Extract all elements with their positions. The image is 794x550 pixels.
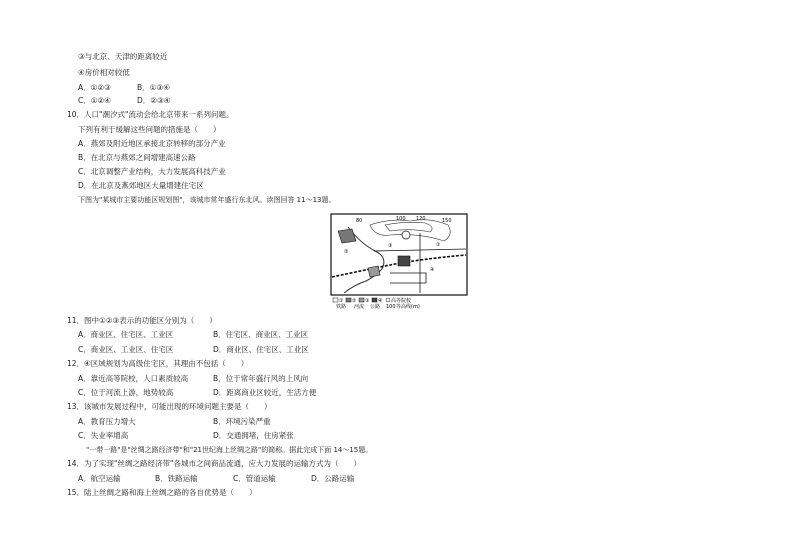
contour-label: 150 xyxy=(442,218,452,224)
q11-option-a: A．商业区、住宅区、工业区 xyxy=(78,330,174,339)
university-marker xyxy=(402,231,410,239)
q13-option-c: C．失业率增高 xyxy=(78,431,129,440)
legend-swatch xyxy=(372,298,377,302)
q13-stem: 13．该城市发展过程中，可能出现的环境问题主要是（ ） xyxy=(67,402,272,411)
legend-label: ② xyxy=(352,298,357,304)
q12-option-d: D．距离商业区较近，生活方便 xyxy=(213,388,317,397)
legend-swatch xyxy=(346,298,351,302)
map-intro: 下图为"某城市主要功能区规划图"，该城市常年盛行东北风。读图回答 11～13题。 xyxy=(78,196,336,204)
belt-intro: "一带一路"是"丝绸之路经济带"和"21世纪海上丝绸之路"的简称。据此完成下面 14～15题。 xyxy=(86,446,373,454)
q10-option-b: B．在北京与燕郊之间增建高速公路 xyxy=(78,153,196,162)
q12-option-b: B．位于常年盛行风的上风向 xyxy=(213,374,309,383)
q13-option-a: A．教育压力增大 xyxy=(78,417,136,426)
q11-option-b: B．住宅区、商业区、工业区 xyxy=(213,330,309,339)
option-3-text: ③与北京、天津的距离较近 xyxy=(78,52,168,61)
legend-label: 铁路 xyxy=(336,304,347,309)
legend-label: 河流 xyxy=(354,304,365,309)
q13-option-b: B．环境污染严重 xyxy=(213,417,271,426)
contour-label: 80 xyxy=(356,218,363,224)
q11-stem: 11．图中①②③表示的功能区分别为（ ） xyxy=(67,316,217,325)
legend-label: ① xyxy=(339,298,344,304)
q10-option-a: A．燕郊及附近地区承接北京转移的部分产业 xyxy=(78,139,226,148)
zone-2 xyxy=(368,266,380,277)
q15-stem: 15．陆上丝绸之路和海上丝绸之路的各自优势是（ ） xyxy=(67,488,257,497)
legend-university-icon xyxy=(386,298,390,302)
legend-label: ④ xyxy=(378,298,383,304)
q10-stem: 10．人口"潮汐式"流动会给北京带来一系列问题。 xyxy=(67,110,234,119)
choice-d: D．②③④ xyxy=(137,96,171,105)
contour-label: 120 xyxy=(416,216,426,222)
q14-option-a: A．航空运输 xyxy=(78,474,121,483)
q10-sub: 下列有利于缓解这些问题的措施是（ ） xyxy=(78,125,221,134)
legend-swatch xyxy=(359,298,364,302)
choice-c: C．①②④ xyxy=(78,96,111,105)
choice-a: A．①②③ xyxy=(78,83,111,92)
choice-b: B．①③④ xyxy=(137,83,170,92)
option-4-text: ④房价相对较低 xyxy=(78,68,130,77)
legend-label: 高等院校 xyxy=(391,298,412,304)
q10-option-c: C．北京调整产业结构，大力发展高科技产业 xyxy=(78,167,226,176)
q10-option-d: D．在北京及燕郊地区大量增建住宅区 xyxy=(78,181,204,190)
q11-option-d: D．商业区、住宅区、工业区 xyxy=(213,345,309,354)
q11-option-c: C．商业区、工业区、住宅区 xyxy=(78,345,174,354)
region-label: ④ xyxy=(430,267,435,273)
q12-stem: 12．④区域规划为高级住宅区，其理由不包括（ ） xyxy=(67,359,249,368)
region-label: ② xyxy=(344,249,349,255)
q14-option-d: D．公路运输 xyxy=(311,474,355,483)
q12-option-c: C．位于河流上游，地势较高 xyxy=(78,388,174,397)
city-function-map xyxy=(330,213,468,309)
q13-option-d: D．交通拥堵，住房紧张 xyxy=(213,431,294,440)
legend-label: 公路 xyxy=(370,304,381,309)
q14-option-c: C．管道运输 xyxy=(233,474,276,483)
q12-option-a: A．靠近高等院校，人口素质较高 xyxy=(78,374,189,383)
q14-option-b: B．铁路运输 xyxy=(155,474,198,483)
legend-label: 等高线(m) xyxy=(396,304,420,309)
contour-label: 100 xyxy=(396,216,406,222)
zone-1 xyxy=(398,256,410,266)
legend-contour-value: 100 xyxy=(386,304,396,309)
region-label: ① xyxy=(436,242,441,248)
q14-stem: 14．为了实现"丝绸之路经济带"各城市之间商品流通，应大力发展的运输方式为（ ） xyxy=(67,459,361,468)
legend-label: ③ xyxy=(365,298,370,304)
region-label: ③ xyxy=(388,243,393,249)
legend-swatch xyxy=(333,298,338,302)
